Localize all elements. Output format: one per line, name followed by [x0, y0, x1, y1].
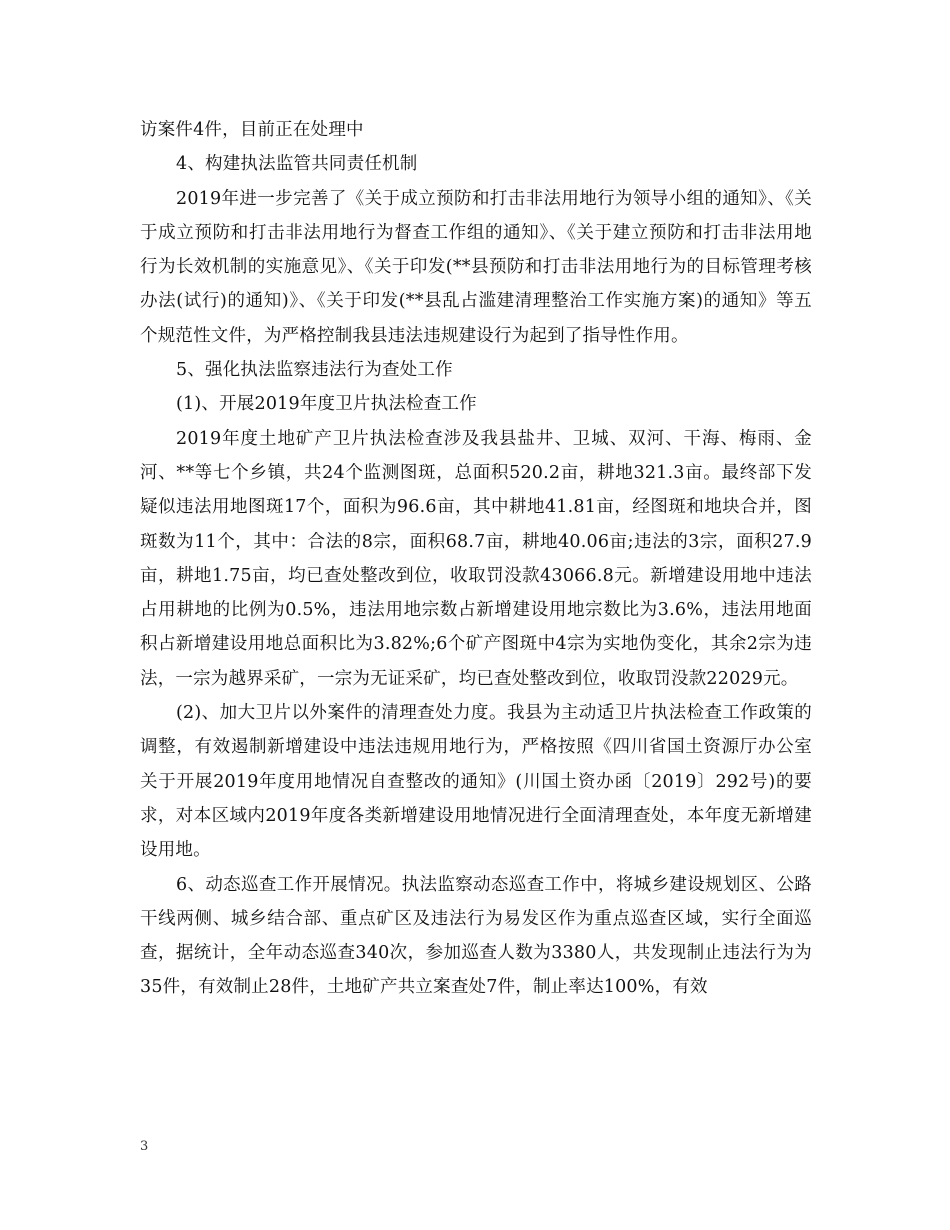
- heading-enforcement-investigation: 5、强化执法监察违法行为查处工作: [176, 360, 453, 381]
- paragraph-normative-documents: 2019年进一步完善了《关于成立预防和打击非法用地行为领导小组的通知》、《关于成立预防和打击非法用地行为督查工作组的通知》、《关于建立预防和打击非法用地行为长效机制的实施意见》、《关于印发(**县预防和打击非法用地行为的目标管理考核办法(试行)的通知)》、《关于印发(**县乱占滥建清理整治工作实施方案)的通知》等五个规范性文件，为严格控制我县违法违规建设行为起到了指导性作用。: [140, 188, 812, 346]
- document-body: [140, 113, 812, 1005]
- subheading-satellite-inspection: (1)、开展2019年度卫片执法检查工作: [176, 394, 477, 415]
- heading-joint-responsibility: 4、构建执法监管共同责任机制: [176, 154, 418, 175]
- paragraph-satellite-inspection-results: 2019年度土地矿产卫片执法检查涉及我县盐井、卫城、双河、干海、梅雨、金河、**等七个乡镇，共24个监测图斑，总面积520.2亩，耕地321.3亩。最终部下发疑似违法用地图斑17个，面积为96.6亩，其中耕地41.81亩，经图斑和地块合并，图斑数为11个，其中：合法的8宗，面积68.7亩，耕地40.06亩;违法的3宗，面积27.9亩，耕地1.75亩，均已查处整改到位，收取罚没款43066.8元。新增建设用地中违法占用耕地的比例为0.5%，违法用地宗数占新增建设用地宗数比为3.6%，违法用地面积占新增建设用地总面积比为3.82%;6个矿产图斑中4宗为实地伪变化，其余2宗为违法，一宗为越界采矿，一宗为无证采矿，均已查处整改到位，收取罚没款22029元。: [140, 428, 812, 689]
- paragraph-dynamic-patrol: 6、动态巡查工作开展情况。执法监察动态巡查工作中，将城乡建设规划区、公路干线两侧、城乡结合部、重点矿区及违法行为易发区作为重点巡查区域，实行全面巡查，据统计，全年动态巡查340次，参加巡查人数为3380人，共发现制止违法行为为35件，有效制止28件，土地矿产共立案查处7件，制止率达100%，有效: [140, 874, 812, 998]
- paragraph-case-continuation: 访案件4件，目前正在处理中: [140, 120, 364, 140]
- page-number: 3: [140, 1139, 149, 1154]
- paragraph-non-satellite-cases: (2)、加大卫片以外案件的清理查处力度。我县为主动适卫片执法检查工作政策的调整，有效遏制新增建设中违法违规用地行为，严格按照《四川省国土资源厅办公室关于开展2019年度用地情况自查整改的通知》(川国土资办函〔2019〕292号)的要求，对本区域内2019年度各类新增建设用地情况进行全面清理查处，本年度无新增建设用地。: [140, 703, 812, 861]
